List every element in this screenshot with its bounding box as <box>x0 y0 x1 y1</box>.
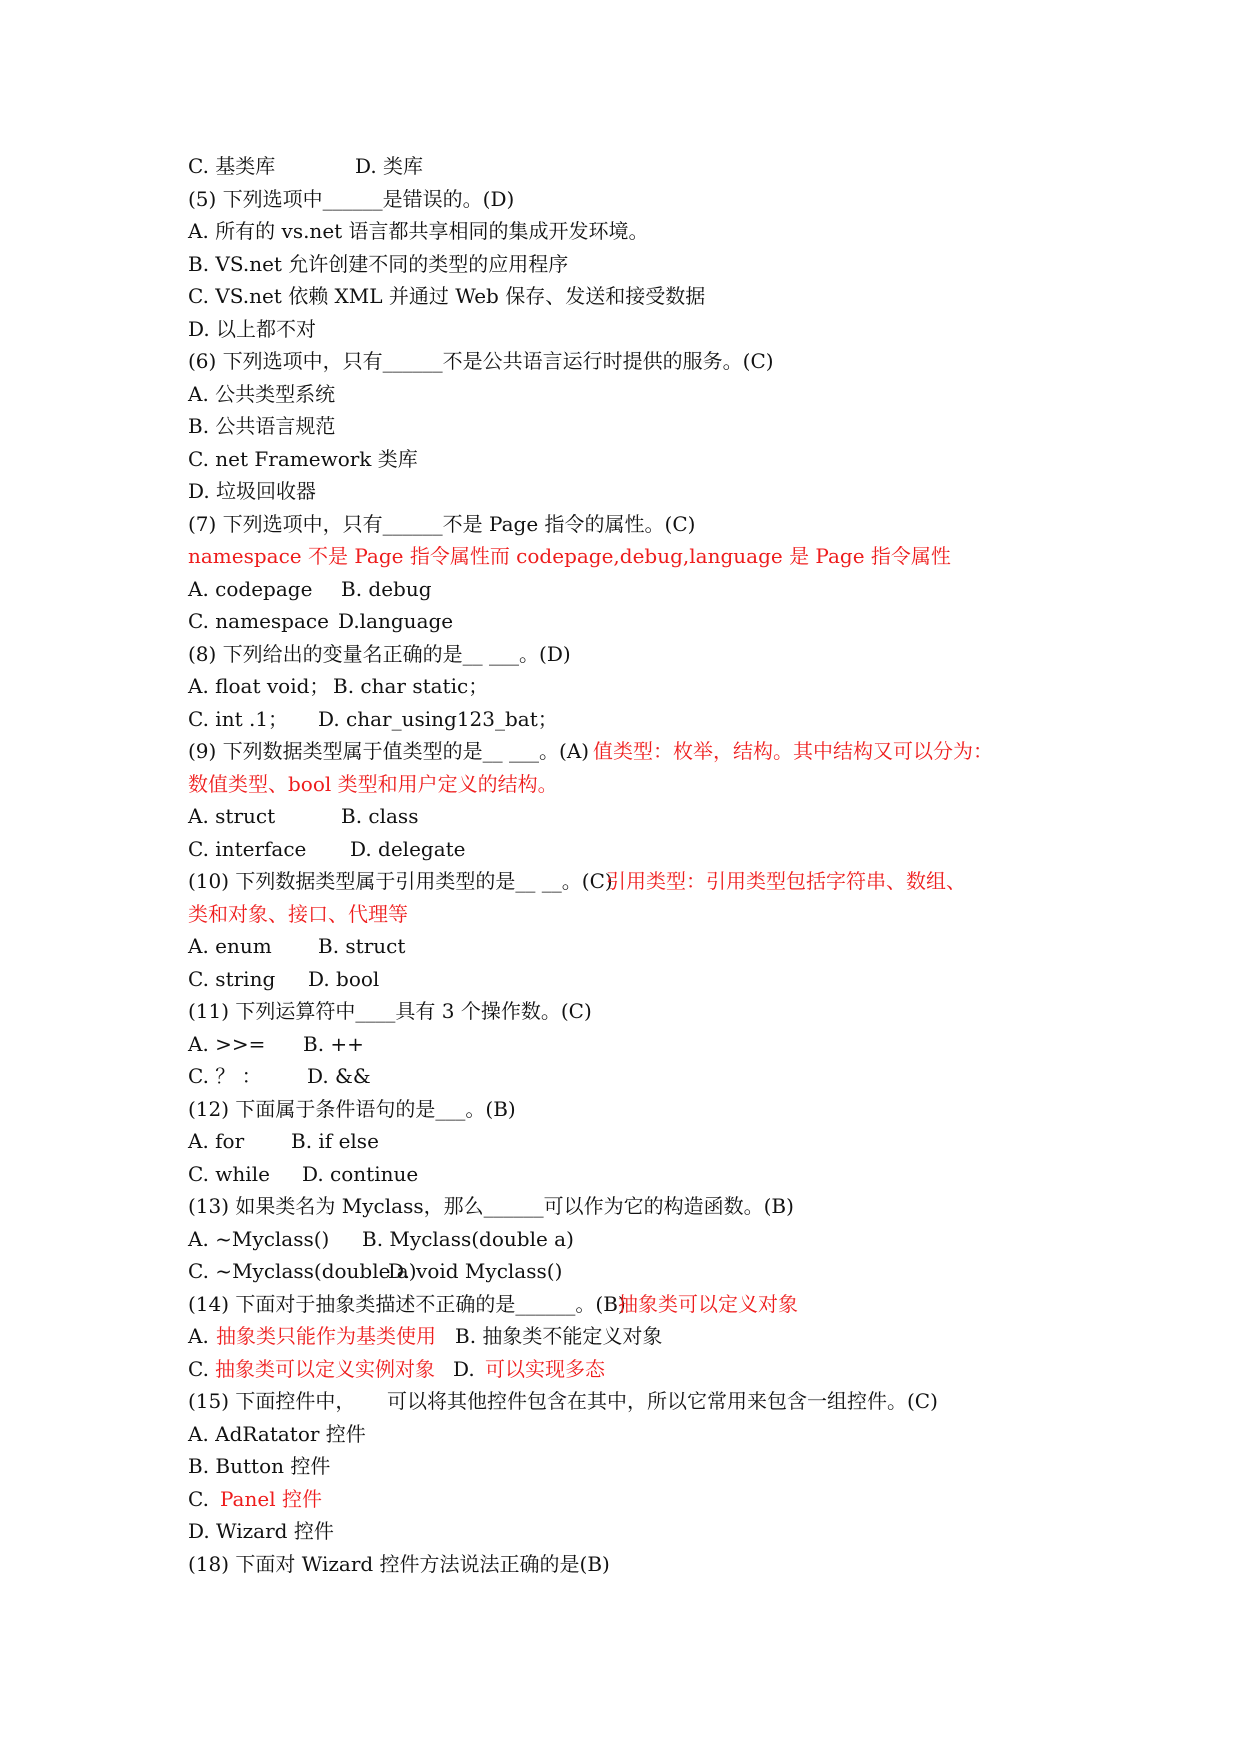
option-line <box>188 1450 1088 1483</box>
line-text: C. int .1； <box>188 706 289 731</box>
line-text: D. && <box>307 1064 371 1088</box>
question-line <box>188 183 1088 216</box>
line-text: D. Wizard 控件 <box>188 1519 334 1543</box>
line-text: (15) 下面控件中， <box>188 1389 356 1413</box>
line-text: B. VS.net 允许创建不同的类型的应用程序 <box>188 251 569 276</box>
line-text: B. class <box>341 804 419 828</box>
line-text: A. <box>188 1324 209 1348</box>
line-text: (7) 下列选项中，只有______不是 Page 指令的属性。(C) <box>188 511 696 536</box>
line-text: D. continue <box>302 1161 419 1186</box>
line-text: (12) 下面属于条件语句的是___。(B) <box>188 1096 516 1121</box>
line-text: C. string <box>188 966 276 991</box>
option-line <box>188 963 1088 996</box>
option-line <box>188 573 1088 606</box>
line-text: (11) 下列运算符中____具有 3 个操作数。(C) <box>188 999 592 1023</box>
answer-annotation: 值类型：枚举，结构。其中结构又可以分为： <box>593 739 993 763</box>
answer-note-line <box>188 540 1088 573</box>
line-text: B. 抽象类不能定义对象 <box>455 1324 663 1348</box>
line-text: (8) 下列给出的变量名正确的是__ ___。(D) <box>188 641 571 666</box>
option-line <box>188 1060 1088 1093</box>
question-line <box>188 1288 1088 1321</box>
line-text: 可以将其他控件包含在其中，所以它常用来包含一组控件。(C) <box>387 1389 938 1413</box>
line-text: D. 以上都不对 <box>188 316 317 341</box>
line-text: A. AdRatator 控件 <box>188 1421 366 1446</box>
option-line <box>188 280 1088 313</box>
option-line <box>188 410 1088 443</box>
line-text: A. ~Myclass() <box>188 1226 330 1251</box>
line-text: A. enum <box>188 934 272 958</box>
question-line <box>188 1548 1088 1581</box>
option-line <box>188 1158 1088 1191</box>
answer-note-line <box>188 898 1088 931</box>
line-text: C. interface <box>188 836 307 861</box>
line-text: C. <box>188 1356 209 1381</box>
question-line <box>188 735 1088 768</box>
line-text: A. 所有的 vs.net 语言都共享相同的集成开发环境。 <box>188 219 649 243</box>
line-text: C. VS.net 依赖 XML 并通过 Web 保存、发送和接受数据 <box>188 284 706 308</box>
line-text: (18) 下面对 Wizard 控件方法说法正确的是(B) <box>188 1551 610 1576</box>
line-text: A. 公共类型系统 <box>188 381 336 406</box>
line-text: D.language <box>338 609 454 633</box>
option-line <box>188 1223 1088 1256</box>
line-text: B. debug <box>341 576 432 601</box>
line-text: (10) 下列数据类型属于引用类型的是__ __。(C) <box>188 869 613 893</box>
option-line <box>188 605 1088 638</box>
line-text: (13) 如果类名为 Myclass，那么______可以作为它的构造函数。(B) <box>188 1194 794 1218</box>
option-line <box>188 930 1088 963</box>
line-text: D. 垃圾回收器 <box>188 479 317 503</box>
answer-annotation: 类和对象、接口、代理等 <box>188 901 408 926</box>
line-text: A. struct <box>188 804 276 828</box>
option-line <box>188 1515 1088 1548</box>
answer-annotation: 抽象类可以定义实例对象 <box>215 1356 435 1381</box>
question-line <box>188 995 1088 1028</box>
question-line <box>188 1093 1088 1126</box>
question-line <box>188 1190 1088 1223</box>
line-text: B. if else <box>291 1129 379 1153</box>
option-line <box>188 378 1088 411</box>
line-text: B. Myclass(double a) <box>362 1226 574 1251</box>
line-text: D. bool <box>308 966 380 991</box>
line-text: A. >>= <box>188 1031 266 1056</box>
answer-annotation: 可以实现多态 <box>485 1356 605 1381</box>
option-line <box>188 833 1088 866</box>
line-text: A. codepage <box>188 576 313 601</box>
line-text: C. <box>188 1486 209 1511</box>
option-line <box>188 1418 1088 1451</box>
option-line <box>188 313 1088 346</box>
option-line <box>188 1353 1088 1386</box>
option-line <box>188 1483 1088 1516</box>
question-line <box>188 345 1088 378</box>
line-text: C. ？ ： <box>188 1064 262 1088</box>
option-line <box>188 1028 1088 1061</box>
option-line <box>188 215 1088 248</box>
option-line <box>188 475 1088 508</box>
line-text: D. <box>453 1356 475 1381</box>
question-line <box>188 508 1088 541</box>
question-line <box>188 1385 1088 1418</box>
line-text: C. 基类库 <box>188 154 276 178</box>
option-line <box>188 1125 1088 1158</box>
line-text: D. 类库 <box>355 154 424 178</box>
line-text: (5) 下列选项中______是错误的。(D) <box>188 186 515 211</box>
answer-annotation: Panel 控件 <box>220 1486 322 1511</box>
document-body <box>188 150 1088 1580</box>
answer-note-line <box>188 768 1088 801</box>
option-line <box>188 150 1088 183</box>
option-line <box>188 670 1088 703</box>
line-text: B. Button 控件 <box>188 1454 331 1478</box>
option-line <box>188 1320 1088 1353</box>
line-text: B. char static； <box>333 674 489 698</box>
line-text: D. void Myclass() <box>388 1259 563 1283</box>
option-line <box>188 800 1088 833</box>
option-line <box>188 1255 1088 1288</box>
line-text: C. ~Myclass(double a) <box>188 1259 417 1283</box>
line-text: (9) 下列数据类型属于值类型的是__ ___。(A) <box>188 739 590 763</box>
line-text: B. struct <box>318 934 406 958</box>
line-text: C. namespace <box>188 609 329 633</box>
answer-annotation: 数值类型、bool 类型和用户定义的结构。 <box>188 771 558 796</box>
question-line <box>188 865 1088 898</box>
option-line <box>188 248 1088 281</box>
line-text: (6) 下列选项中，只有______不是公共语言运行时提供的服务。(C) <box>188 349 774 373</box>
question-line <box>188 638 1088 671</box>
line-text: D. char_using123_bat； <box>318 706 558 731</box>
line-text: D. delegate <box>350 836 466 861</box>
line-text: (14) 下面对于抽象类描述不正确的是______。(B) <box>188 1291 626 1316</box>
answer-annotation: 抽象类可以定义对象 <box>618 1291 798 1316</box>
option-line <box>188 443 1088 476</box>
option-line <box>188 703 1088 736</box>
answer-annotation: 引用类型：引用类型包括字符串、数组、 <box>606 869 966 893</box>
line-text: B. ++ <box>303 1031 364 1056</box>
answer-annotation: namespace 不是 Page 指令属性而 codepage,debug,language 是 Page 指令属性 <box>188 544 951 568</box>
answer-annotation: 抽象类只能作为基类使用 <box>216 1324 436 1348</box>
line-text: A. for <box>188 1129 245 1153</box>
line-text: B. 公共语言规范 <box>188 414 336 438</box>
line-text: C. while <box>188 1161 270 1186</box>
line-text: C. net Framework 类库 <box>188 446 418 471</box>
line-text: A. float void； <box>188 674 330 698</box>
